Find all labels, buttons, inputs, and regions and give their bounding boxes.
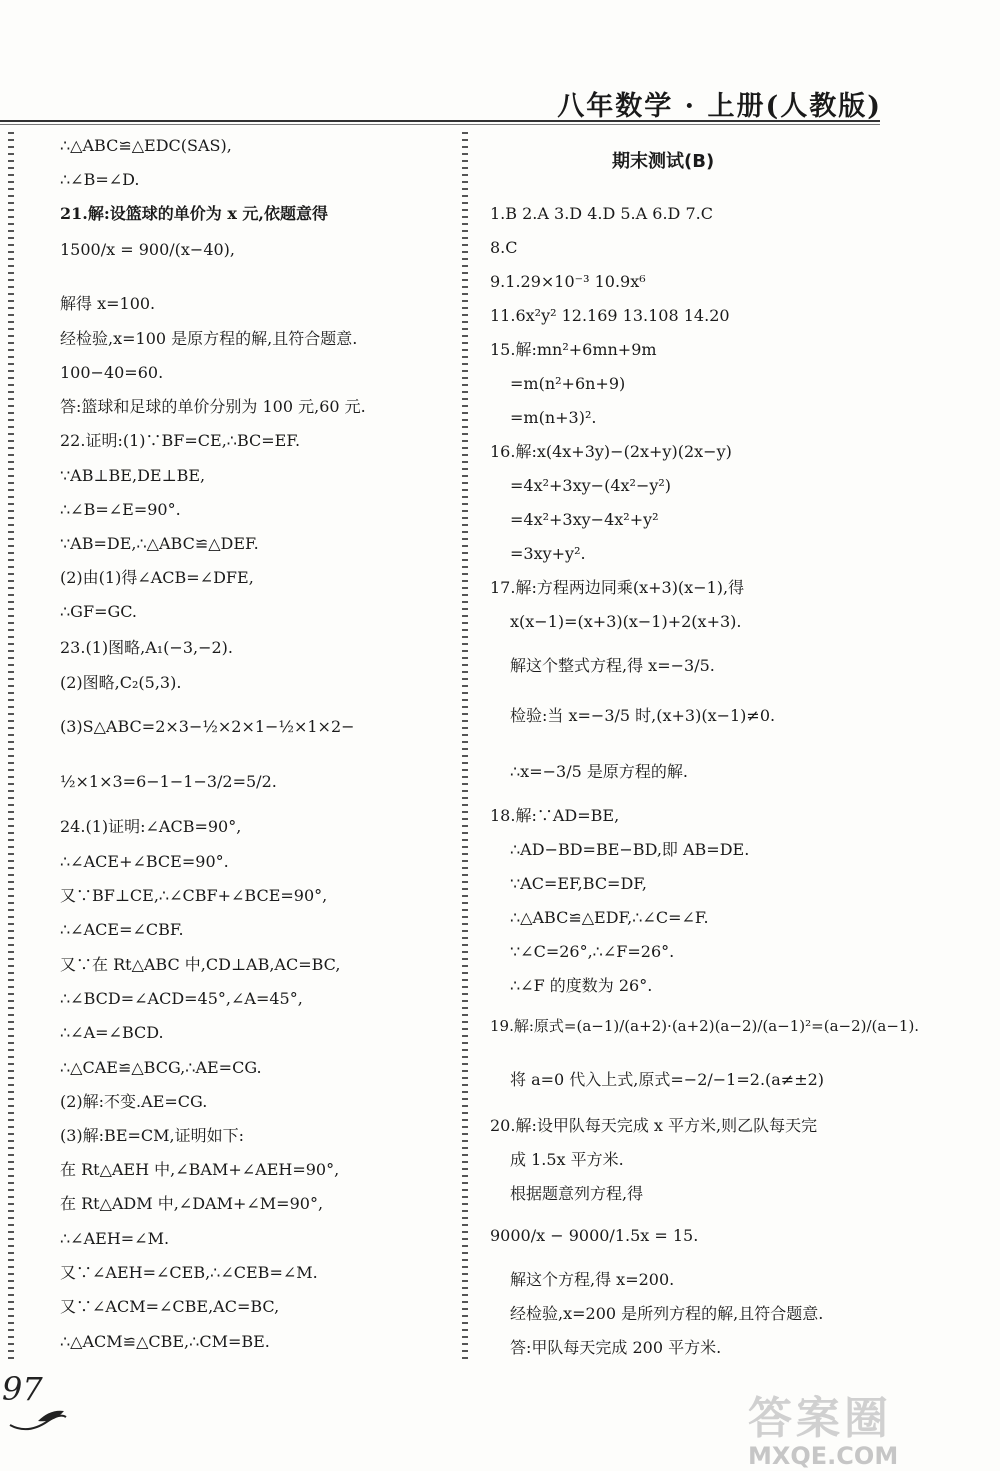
text-line: ∵∠C=26°,∴∠F=26°.	[510, 942, 675, 961]
text-line: =4x²+3xy−(4x²−y²)	[510, 476, 672, 495]
text-line: ∵AB⊥BE,DE⊥BE,	[60, 466, 206, 485]
question-18: 18.解:∵AD=BE,	[490, 806, 620, 825]
text-line: =3xy+y².	[510, 544, 586, 563]
text-line: 又∵∠AEH=∠CEB,∴∠CEB=∠M.	[60, 1263, 318, 1282]
book-title: 八年数学 · 上册(人教版)	[557, 91, 882, 122]
equation-line: ½×1×3=6−1−1−3/2=5/2.	[60, 772, 277, 791]
question-21: 21.解:设篮球的单价为 x 元,依题意得	[60, 204, 328, 223]
question-23: 23.(1)图略,A₁(−3,−2).	[60, 638, 233, 657]
text-line: 经检验,x=200 是所列方程的解,且符合题意.	[510, 1304, 824, 1323]
text-line: ∵AB=DE,∴△ABC≌△DEF.	[60, 534, 259, 553]
text-line: ∴x=−3/5 是原方程的解.	[510, 762, 688, 781]
text-line: 在 Rt△ADM 中,∠DAM+∠M=90°,	[60, 1194, 324, 1213]
page-header	[0, 0, 1000, 130]
text-line: 又∵BF⊥CE,∴∠CBF+∠BCE=90°,	[60, 886, 328, 905]
equation-line: 1500/x = 900/(x−40),	[60, 240, 235, 259]
text-line: 将 a=0 代入上式,原式=−2/−1=2.(a≠±2)	[510, 1070, 825, 1089]
text-line: 又∵∠ACM=∠CBE,AC=BC,	[60, 1297, 280, 1316]
question-24: 24.(1)证明:∠ACB=90°,	[60, 817, 242, 836]
question-20: 20.解:设甲队每天完成 x 平方米,则乙队每天完	[490, 1116, 818, 1135]
text-line: ∴∠B=∠D.	[60, 170, 140, 189]
answer-line: 1.B 2.A 3.D 4.D 5.A 6.D 7.C	[490, 204, 713, 223]
text-line: ∴△ABC≌△EDF,∴∠C=∠F.	[510, 908, 709, 927]
text-line: (2)由(1)得∠ACB=∠DFE,	[60, 568, 254, 587]
text-line: ∴∠BCD=∠ACD=45°,∠A=45°,	[60, 989, 303, 1008]
text-line: 检验:当 x=−3/5 时,(x+3)(x−1)≠0.	[510, 706, 776, 725]
watermark-url: MXQE.COM	[748, 1442, 899, 1470]
text-line: 经检验,x=100 是原方程的解,且符合题意.	[60, 329, 358, 348]
answer-line: 11.6x²y² 12.169 13.108 14.20	[490, 306, 730, 325]
text-line: =4x²+3xy−4x²+y²	[510, 510, 659, 529]
question-22: 22.证明:(1)∵BF=CE,∴BC=EF.	[60, 431, 301, 450]
text-line: ∴△CAE≌△BCG,∴AE=CG.	[60, 1058, 262, 1077]
text-line: ∴△ACM≌△CBE,∴CM=BE.	[60, 1332, 270, 1351]
text-line: ∴∠F 的度数为 26°.	[510, 976, 653, 995]
text-line: ∴AD−BD=BE−BD,即 AB=DE.	[510, 840, 750, 859]
text-line: 在 Rt△AEH 中,∠BAM+∠AEH=90°,	[60, 1160, 340, 1179]
text-line: (2)图略,C₂(5,3).	[60, 673, 182, 692]
text-line: 成 1.5x 平方米.	[510, 1150, 624, 1169]
text-line: 100−40=60.	[60, 363, 164, 382]
text-line: ∵AC=EF,BC=DF,	[510, 874, 647, 893]
text-line: 答:篮球和足球的单价分别为 100 元,60 元.	[60, 397, 366, 416]
leaf-ornament-icon	[8, 1395, 68, 1435]
question-17: 17.解:方程两边同乘(x+3)(x−1),得	[490, 578, 745, 597]
watermark-logo: 答案圈	[748, 1393, 892, 1444]
watermark	[748, 1382, 978, 1470]
text-line: (3)解:BE=CM,证明如下:	[60, 1126, 245, 1145]
text-line: ∴∠ACE=∠CBF.	[60, 920, 184, 939]
question-16: 16.解:x(4x+3y)−(2x+y)(2x−y)	[490, 442, 732, 461]
header-rule	[0, 120, 880, 122]
equation-line: 9000/x − 9000/1.5x = 15.	[490, 1226, 699, 1245]
text-line: (2)解:不变.AE=CG.	[60, 1092, 208, 1111]
text-line: 又∵在 Rt△ABC 中,CD⊥AB,AC=BC,	[60, 955, 341, 974]
text-line: 解这个整式方程,得 x=−3/5.	[510, 656, 715, 675]
left-wavy-border	[8, 132, 14, 1360]
text-line: 解得 x=100.	[60, 294, 156, 313]
text-line: ∴∠ACE+∠BCE=90°.	[60, 852, 229, 871]
page-number: 97	[2, 1370, 43, 1408]
header-rule-thin	[0, 124, 880, 125]
text-line: 解这个方程,得 x=200.	[510, 1270, 675, 1289]
question-19: 19.解:原式=(a−1)/(a+2)·(a+2)(a−2)/(a−1)²=(a−2)/(a−1).	[490, 1017, 920, 1035]
text-line: =m(n²+6n+9)	[510, 374, 626, 393]
text-line: ∴△ABC≌△EDC(SAS),	[60, 136, 232, 155]
text-line: x(x−1)=(x+3)(x−1)+2(x+3).	[510, 612, 742, 631]
section-title: 期末测试(B)	[612, 151, 715, 172]
equation-line: (3)S△ABC=2×3−½×2×1−½×1×2−	[60, 717, 355, 736]
text-line: 答:甲队每天完成 200 平方米.	[510, 1338, 722, 1357]
text-line: 根据题意列方程,得	[510, 1184, 644, 1203]
answer-line: 8.C	[490, 238, 518, 257]
text-line: ∴∠A=∠BCD.	[60, 1023, 164, 1042]
column-divider	[462, 132, 468, 1360]
text-line: ∴∠B=∠E=90°.	[60, 500, 181, 519]
text-line: ∴GF=GC.	[60, 602, 138, 621]
question-15: 15.解:mn²+6mn+9m	[490, 340, 657, 359]
text-line: =m(n+3)².	[510, 408, 597, 427]
answer-line: 9.1.29×10⁻³ 10.9x⁶	[490, 272, 646, 291]
text-line: ∴∠AEH=∠M.	[60, 1229, 170, 1248]
